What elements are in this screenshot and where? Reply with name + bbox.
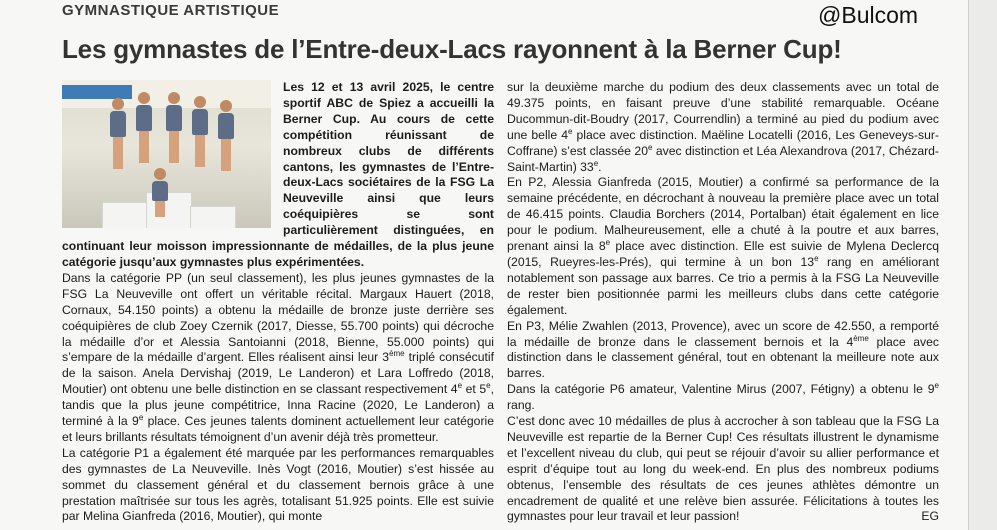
paragraph-pp: Dans la catégorie PP (un seul classement), les plus jeunes gymnastes de la FSG La Neuveville ont offert un véritable récital. Margaux Hauert (2018, Cornaux, 54.150 points) a obtenu la médaille de bronze juste derrière ses coéquipières de club Zoey Czernik (2017, Diesse, 55.700 points) qui décroche la médaille d’or et Alessia Santoianni (2018, Bienne, 55.000 points) qui s’empare de la médaille d’argent. Elles réalisent ainsi leur 3ème triplé consécutif de la saison. Anela Dervishaj (2019, Le Landeron) et Lara Loffredo (2018, Moutier) ont obtenu une belle distinction en se classant respectivement 4e et 5e, tandis que la plus jeune compétitrice, Inna Racine (2020, Le Landeron) a terminé à la 9e place. Ces jeunes talents dominent actuellement leur catégorie et leurs brillants résultats témoignent d’un avenir déjà très prometteur.: [62, 270, 495, 444]
paragraph-p1: La catégorie P1 a également été marquée par les performances remarquables des gymnastes de La Neuveville. Inès Vogt (2016, Moutier) s’est hissée au sommet du classement général et du classement bernois grâce à une prestation maîtrisée sur tous les agrès, totalisant 51.925 points. Elle est suivie par Melina Gianfreda (2016, Moutier), qui monte: [62, 445, 494, 524]
paragraph-p1-continued: sur la deuxième marche du podium des deux classements avec un total de 49.375 points, en faisant preuve d’une stabilité remarquable. Océane Ducommun-dit-Boudry (2017, Courrendlin) a terminé au pied du podium avec une belle 4e place avec distinction. Maëline Locatelli (2016, Les Geneveys-sur-Coffrane) s’est classée 20e avec distinction et Léa Alexandrova (2017, Chézard-Saint-Martin) 33e.: [507, 80, 939, 174]
adjacent-column-edge: [968, 0, 997, 530]
photo-podium-right: [190, 206, 236, 228]
author-signature: EG: [921, 509, 939, 524]
article-column-left: [62, 80, 494, 525]
article-column-right: [507, 80, 939, 525]
article-headline: Les gymnastes de l’Entre-deux-Lacs rayonnent à la Berner Cup!: [62, 34, 842, 64]
paragraph-p6: Dans la catégorie P6 amateur, Valentine Mirus (2007, Fétigny) a obtenu le 9e rang.: [507, 381, 939, 413]
gymnast-figure: [136, 92, 152, 164]
paragraph-p2: En P2, Alessia Gianfreda (2015, Moutier) a confirmé sa performance de la semaine précédente, en décrochant à nouveau la première place avec un total de 46.415 points. Claudia Borchers (2014, Portalban) était également en lice pour le podium. Malheureusement, elle a chuté à la poutre et aux barres, prenant ainsi la 8e place avec distinction. Elle est suivie de Mylena Declercq (2015, Rueyres-les-Prés), qui termine à un bon 13e rang en améliorant notablement son passage aux barres. Ce trio a permis à la FSG La Neuveville de rester bien positionnée parmi les meilleurs clubs dans cette catégorie également.: [507, 175, 940, 317]
gymnast-figure: [192, 96, 208, 168]
paragraph-p3: En P3, Mélie Zwahlen (2013, Provence), avec un score de 42.550, a remporté la médaille de bronze dans le classement bernois et la 4ème place avec distinction dans le classement général, tout en obtenant la meilleure note aux barres.: [507, 318, 939, 381]
gymnast-figure: [166, 92, 182, 164]
section-rubric: GYMNASTIQUE ARTISTIQUE: [62, 2, 280, 19]
gymnasts-podium-photo: [62, 80, 271, 228]
photo-banner: [62, 85, 132, 99]
gymnast-figure: [218, 100, 234, 172]
paragraph-conclusion: C’est donc avec 10 médailles de plus à accrocher à son tableau que la FSG La Neuveville est repartie de la Berner Cup! Ces résultats illustrent le dynamisme et l’excellent niveau du club, qui peut se réjouir d’avoir su allier performance et esprit d’équipe tout au long du week-end. En plus des nombreux podiums obtenus, l’ensemble des résultats de ces jeunes athlètes démontre un encadrement de qualité et une relève bien assurée. Félicitations à toutes les gymnastes pour leur travail et leur passion! EG: [507, 414, 939, 524]
article-lead: Les 12 et 13 avril 2025, le centre sportif ABC de Spiez a accueilli la Berner Cup. Au cours de cette compétition réunissant de nombreux clubs de différents cantons, les gymnastes de l’Entre-deux-Lacs sociétaires de la FSG La Neuveville ainsi que leurs coéquipières se sont particulièrement distinguées, en continuant leur moisson impressionnante de médailles, de la plus jeune catégorie jusqu’aux gymnastes plus expérimentées.: [62, 80, 494, 269]
photo-podium-left: [102, 202, 148, 228]
gymnast-figure: [152, 168, 168, 218]
gymnast-figure: [110, 98, 126, 170]
source-watermark: @Bulcom: [818, 2, 919, 28]
